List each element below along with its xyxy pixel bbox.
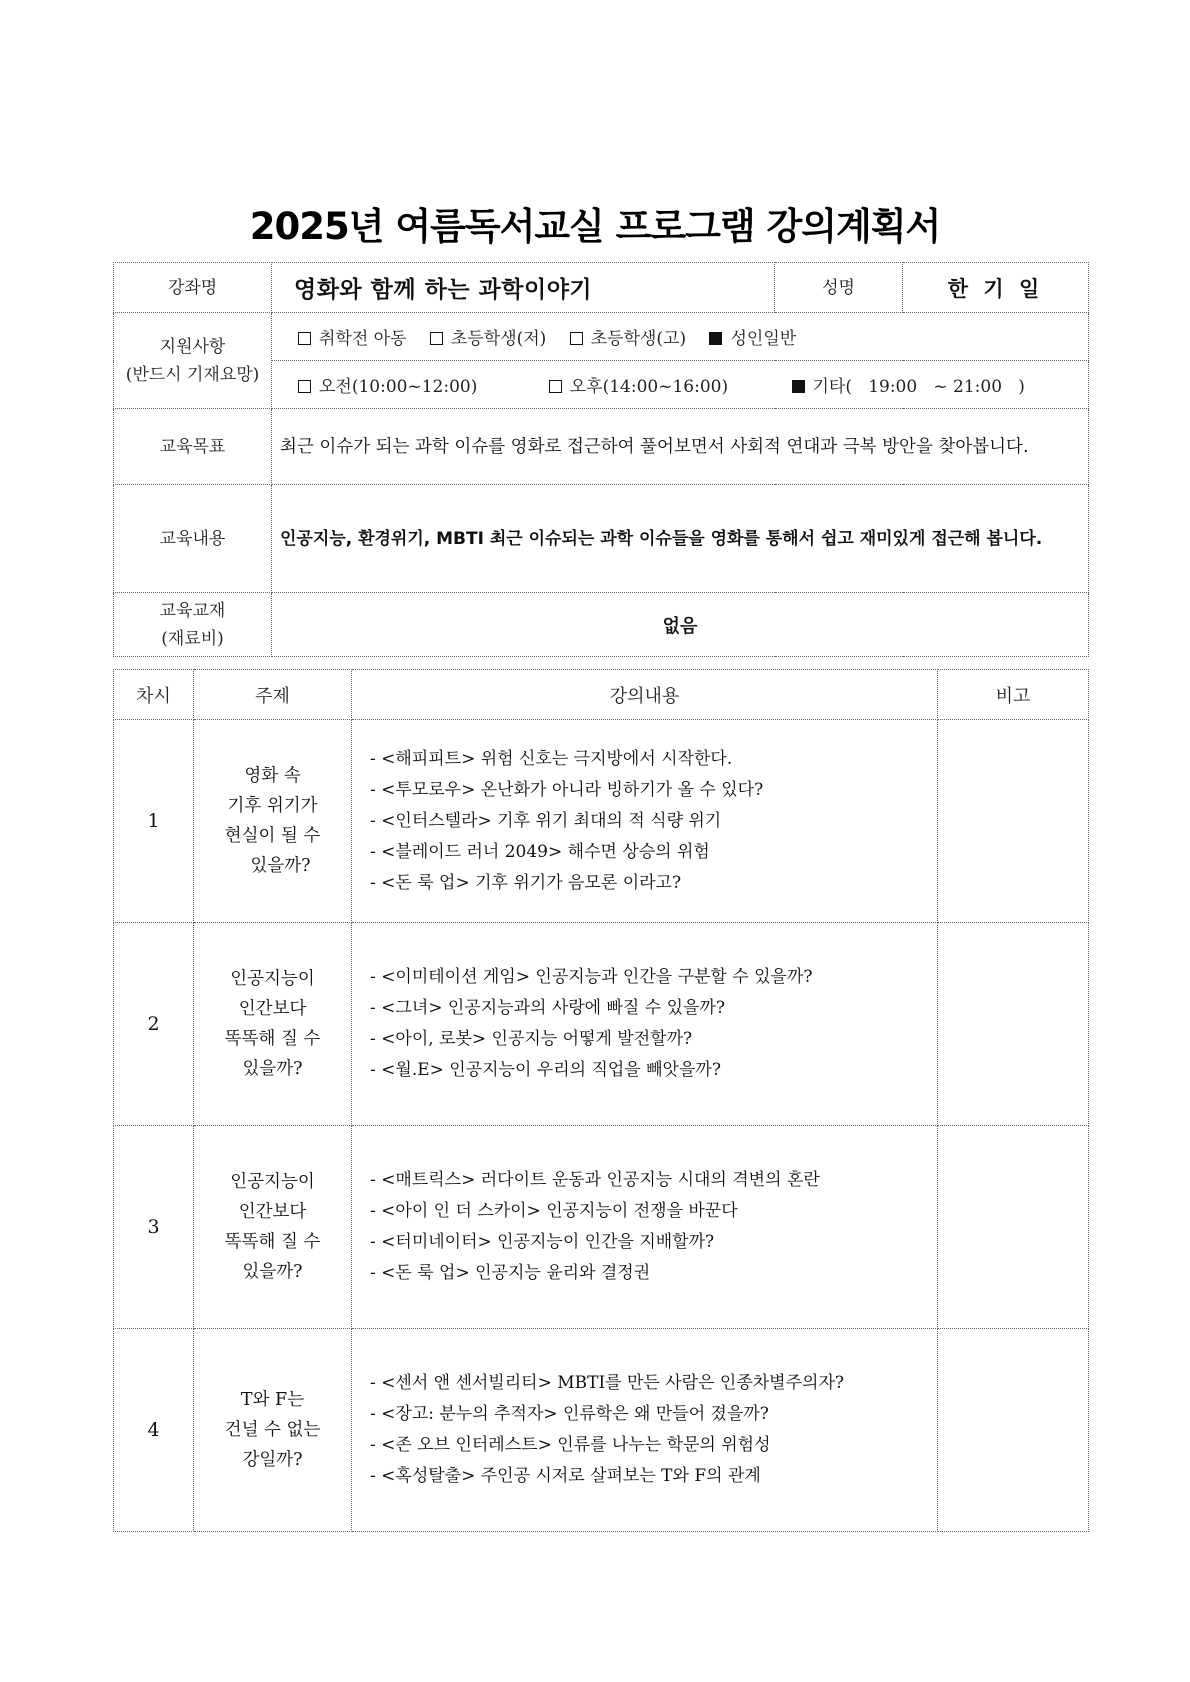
header-content: 강의내용 (352, 670, 938, 720)
session-topic (194, 720, 352, 923)
session-note (938, 923, 1089, 1126)
session-number: 1 (114, 720, 194, 923)
page-title: 2025년 여름독서교실 프로그램 강의계획서 (249, 205, 941, 248)
time-option-morning[interactable]: 오전(10:00~12:00) (298, 372, 477, 397)
checkbox-icon[interactable] (570, 332, 583, 345)
checkbox-icon[interactable] (430, 332, 443, 345)
topic-line: 기후 위기가 (227, 796, 318, 816)
material-label (114, 593, 272, 657)
teacher-name: 한 기 일 (903, 263, 1089, 313)
target-option-preschool[interactable]: 취학전 아동 (298, 324, 407, 349)
checkbox-icon[interactable] (549, 380, 562, 393)
content-item: - <돈 룩 업> 인공지능 윤리와 결정권 (370, 1263, 651, 1283)
content-item: - <센서 앤 센서빌리티> MBTI를 만든 사람은 인종차별주의자? (370, 1373, 844, 1393)
course-name: 영화와 함께 하는 과학이야기 (272, 263, 775, 313)
topic-line: 있을까? (242, 1262, 303, 1282)
topic-line: 건널 수 없는 (224, 1420, 321, 1440)
content-item: - <인터스텔라> 기후 위기 최대의 적 식량 위기 (370, 810, 722, 831)
schedule-table (113, 669, 1089, 1532)
session-content (352, 1329, 938, 1532)
topic-line: 인간보다 (238, 1202, 307, 1222)
material-label-main: 교육교재 (159, 600, 226, 621)
target-option-elementary-high[interactable]: 초등학생(고) (570, 324, 686, 349)
table-row (114, 720, 1089, 923)
topic-line: 현실이 될 수 (224, 826, 321, 846)
session-note (938, 720, 1089, 923)
header-session: 차시 (114, 670, 194, 720)
session-content (352, 1126, 938, 1329)
session-content (352, 720, 938, 923)
header-topic: 주제 (194, 670, 352, 720)
time-option-other[interactable]: 기타( 19:00 ~ 21:00 ) (792, 372, 1025, 397)
content-item: - <매트릭스> 러다이트 운동과 인공지능 시대의 격변의 혼란 (370, 1170, 820, 1190)
time-options (272, 361, 1089, 409)
content-item: - <월.E> 인공지능이 우리의 직업을 빼앗을까? (370, 1060, 721, 1080)
session-topic (194, 923, 352, 1126)
course-label: 강좌명 (114, 263, 272, 313)
session-topic (194, 1126, 352, 1329)
table-row (114, 1126, 1089, 1329)
target-option-adult[interactable]: 성인일반 (709, 324, 796, 349)
content-item: - <혹성탈출> 주인공 시저로 살펴보는 T와 F의 관계 (370, 1466, 761, 1486)
content-item: - <존 오브 인터레스트> 인류를 나누는 학문의 위험성 (370, 1435, 771, 1455)
session-number: 3 (114, 1126, 194, 1329)
checkbox-icon[interactable] (298, 380, 311, 393)
session-content (352, 923, 938, 1126)
session-note (938, 1126, 1089, 1329)
content-item: - <터미네이터> 인공지능이 인간을 지배할까? (370, 1232, 715, 1252)
content-item: - <돈 룩 업> 기후 위기가 음모론 이라고? (370, 872, 682, 893)
session-number: 4 (114, 1329, 194, 1532)
name-label: 성명 (775, 263, 903, 313)
content-item: - <투모로우> 온난화가 아니라 빙하기가 올 수 있다? (370, 779, 764, 800)
goal-label: 교육목표 (114, 409, 272, 485)
topic-line: 있을까? (242, 1059, 303, 1079)
checkbox-icon[interactable] (298, 332, 311, 345)
topic-line: T와 F는 (240, 1390, 305, 1410)
table-row (114, 1329, 1089, 1532)
header-note: 비고 (938, 670, 1089, 720)
material-value: 없음 (272, 593, 1089, 657)
session-topic (194, 1329, 352, 1532)
topic-line: 인공지능이 (230, 1172, 315, 1192)
course-info-table (113, 262, 1089, 657)
goal-text: 최근 이슈가 되는 과학 이슈를 영화로 접근하여 풀어보면서 사회적 연대과 극복 방안을 찾아봅니다. (272, 409, 1089, 485)
support-label-note: (반드시 기재요망) (125, 364, 260, 385)
checkbox-checked-icon[interactable] (792, 380, 805, 393)
time-option-afternoon[interactable]: 오후(14:00~16:00) (549, 372, 728, 397)
topic-line: 인공지능이 (230, 969, 315, 989)
content-item: - <아이 인 더 스카이> 인공지능이 전쟁을 바꾼다 (370, 1201, 738, 1221)
session-number: 2 (114, 923, 194, 1126)
content-item: - <블레이드 러너 2049> 해수면 상승의 위험 (370, 841, 710, 862)
topic-line: 인간보다 (238, 999, 307, 1019)
topic-line: 강일까? (242, 1450, 303, 1470)
support-label (114, 313, 272, 409)
content-item: - <그녀> 인공지능과의 사랑에 빠질 수 있을까? (370, 998, 725, 1018)
material-label-note: (재료비) (161, 628, 224, 649)
content-text: 인공지능, 환경위기, MBTI 최근 이슈되는 과학 이슈들을 영화를 통해서 쉽고 재미있게 접근해 봅니다. (272, 485, 1089, 593)
content-item: - <장고: 분누의 추적자> 인류학은 왜 만들어 졌을까? (370, 1404, 769, 1424)
content-item: - <이미테이션 게임> 인공지능과 인간을 구분할 수 있을까? (370, 967, 813, 987)
target-option-elementary-low[interactable]: 초등학생(저) (430, 324, 546, 349)
content-label: 교육내용 (114, 485, 272, 593)
topic-line: 영화 속 (244, 766, 301, 786)
topic-line: 똑똑해 질 수 (224, 1232, 321, 1252)
target-options (272, 313, 1089, 361)
session-note (938, 1329, 1089, 1532)
checkbox-checked-icon[interactable] (709, 332, 722, 345)
support-label-main: 지원사항 (159, 336, 226, 357)
table-row (114, 923, 1089, 1126)
content-item: - <아이, 로봇> 인공지능 어떻게 발전할까? (370, 1029, 693, 1049)
topic-line: 있을까? (250, 856, 311, 876)
content-item: - <해피피트> 위험 신호는 극지방에서 시작한다. (370, 748, 733, 769)
topic-line: 똑똑해 질 수 (224, 1029, 321, 1049)
